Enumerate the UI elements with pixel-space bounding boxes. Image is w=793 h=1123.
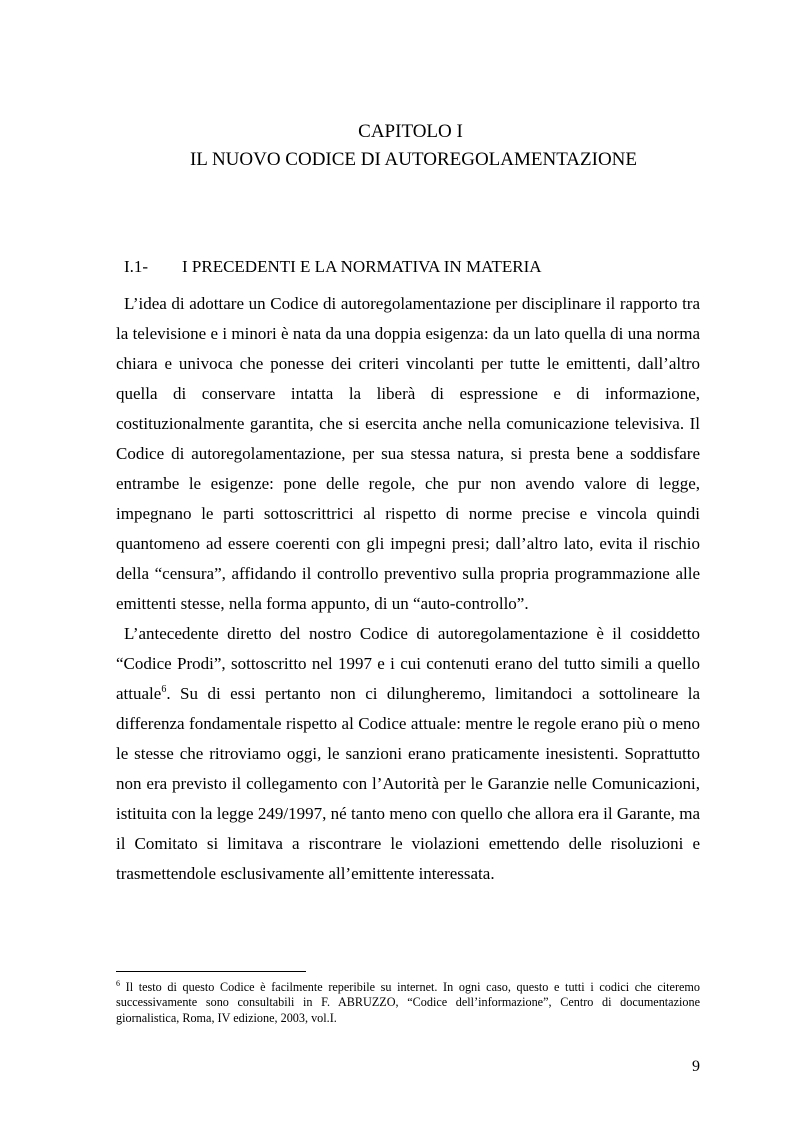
chapter-number: CAPITOLO I (358, 121, 463, 142)
footnote (116, 980, 700, 1026)
paragraph-2-before-note: L’antecedente diretto del nostro Codice di autoregolamentazione è il cosiddetto “Codice Prodi”, sottoscritto nel 1997 e i cui contenuti erano del tutto simili a quello attuale (116, 624, 700, 703)
chapter-title: IL NUOVO CODICE DI AUTOREGOLAMENTAZIONE (189, 149, 638, 170)
paragraph-1: L’idea di adottare un Codice di autoregolamentazione per disciplinare il rapporto tra la televisione e i minori è nata da una doppia esigenza: da un lato quella di una norma chiara e univoca che ponesse dei criteri vincolanti per tutte le emittenti, dall’altro quella di conservare intatta la liberà di espressione e di informazione, costituzionalmente garantita, che si esercita anche nella comunicazione televisiva. Il Codice di autoregolamentazione, per sua stessa natura, si presta bene a soddisfare entrambe le esigenze: pone delle regole, che pur non avendo valore di legge, impegnano le parti sottoscrittrici al rispetto di norme precise e vincola quindi quantomeno ad essere coerenti con gli impegni presi; dall’altro lato, evita il rischio della “censura”, affidando il controllo preventivo sulla propria programmazione alle emittenti stesse, nella forma appunto, di un “auto-controllo”. (116, 294, 700, 613)
paragraph-2-after-note: . Su di essi pertanto non ci dilungheremo, limitandoci a sottolineare la differenza fondamentale rispetto al Codice attuale: mentre le regole erano più o meno le stesse che ritroviamo oggi, le sanzioni erano praticamente inesistenti. Soprattutto non era previsto il collegamento con l’Autorità per le Garanzie nelle Comunicazioni, istituita con la legge 249/1997, né tanto meno con quello che allora era il Garante, ma il Comitato si limitava a riscontrare le violazioni emettendo delle risoluzioni e trasmettendole esclusivamente all’emittente interessata. (116, 684, 700, 883)
page-number: 9 (692, 1058, 700, 1075)
body-text (116, 289, 700, 889)
footnote-number: 6 (116, 979, 120, 988)
paragraph-2 (116, 619, 700, 889)
chapter-heading (0, 118, 793, 174)
footnote-reference[interactable]: 6 (161, 684, 167, 695)
section-number: I.1- (124, 257, 149, 276)
section-title: I PRECEDENTI E LA NORMATIVA IN MATERIA (182, 257, 542, 276)
section-heading (124, 256, 542, 278)
footnote-text: Il testo di questo Codice è facilmente reperibile su internet. In ogni caso, questo e tutti i codici che citeremo successivamente sono consultabili in F. ABRUZZO, “Codice dell’informazione”, Centro di documentazione giornalistica, Roma, IV edizione, 2003, vol.I. (116, 980, 700, 1025)
footnote-separator (116, 971, 306, 972)
